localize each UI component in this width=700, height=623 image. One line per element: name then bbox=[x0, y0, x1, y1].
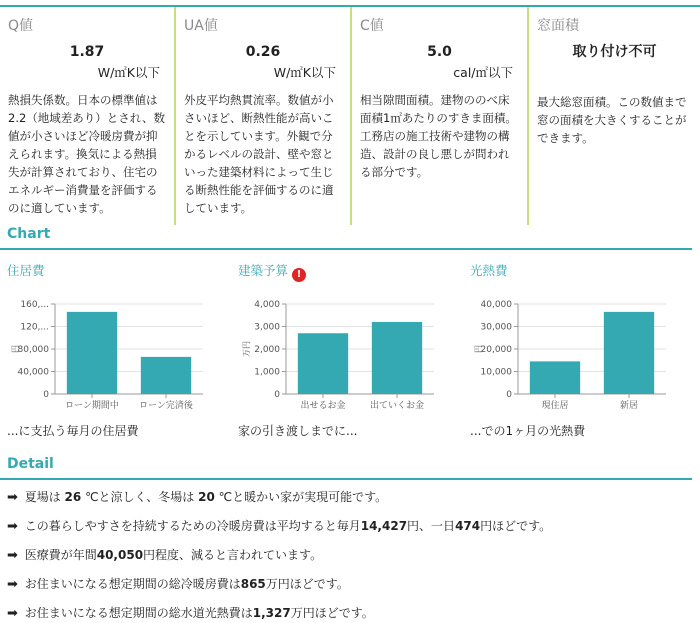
metric-title: UA値 bbox=[184, 18, 218, 34]
chart-panel-housing bbox=[7, 262, 237, 442]
metric-c-value bbox=[350, 7, 527, 225]
arrow-right-icon: ➡ bbox=[7, 606, 18, 621]
bar bbox=[604, 312, 654, 394]
y-tick-label: 30,000 bbox=[480, 322, 512, 333]
chart-panel-budget bbox=[238, 262, 468, 442]
y-tick-label: 2,000 bbox=[254, 345, 280, 355]
detail-item bbox=[7, 575, 697, 604]
metric-description: 外皮平均熱貫流率。数値が小さいほど、断熱性能が高いことを示しています。外観で分かるレベルの設計、壁や窓といった建築材料によって生じる断熱性能を評価するのに適しています。 bbox=[184, 93, 334, 215]
x-tick-label: ローン期間中 bbox=[65, 401, 119, 411]
metric-value: 5.0 bbox=[427, 44, 452, 60]
metric-value: 取り付け不可 bbox=[572, 44, 657, 60]
bar-chart bbox=[238, 298, 438, 418]
metric-title: C値 bbox=[360, 18, 384, 34]
metric-description: 最大総窓面積。この数値まで窓の面積を大きくすることができます。 bbox=[537, 95, 687, 145]
detail-figure: 26 bbox=[64, 490, 82, 504]
detail-figure: 14,427 bbox=[360, 519, 408, 533]
chart-title-text: 建築予算 bbox=[238, 263, 289, 278]
detail-figure: 20 bbox=[198, 490, 215, 504]
bar bbox=[372, 322, 422, 394]
metric-unit: cal/㎡以下 bbox=[453, 65, 513, 80]
arrow-right-icon: ➡ bbox=[7, 490, 18, 505]
detail-figure: 474 bbox=[455, 519, 481, 533]
chart-title: 住居費 bbox=[7, 263, 45, 278]
detail-section-divider bbox=[0, 478, 692, 480]
chart-caption: ...に支払う毎月の住居費 bbox=[7, 424, 139, 438]
metric-description: 熱損失係数。日本の標準値は2.2（地域差あり）とされ、数値が小さいほど冷暖房費が抑えられます。換気による熱損失が計算されており、住宅のエネルギー消費量を評価するのに適しています。 bbox=[8, 93, 165, 215]
y-tick-label: 20,000 bbox=[480, 345, 512, 355]
chart-title: 光熱費 bbox=[470, 263, 508, 278]
metric-q-value bbox=[0, 7, 174, 225]
y-tick-label: 40,000 bbox=[480, 300, 512, 310]
metric-unit: W/㎡K以下 bbox=[97, 65, 160, 80]
metric-ua-value bbox=[174, 7, 350, 225]
arrow-right-icon: ➡ bbox=[7, 577, 18, 592]
y-tick-label: 10,000 bbox=[480, 367, 512, 378]
metrics-row bbox=[0, 7, 700, 225]
detail-section-title: Detail bbox=[7, 456, 54, 472]
detail-item bbox=[7, 488, 697, 517]
chart-caption: 家の引き渡しまでに... bbox=[238, 424, 358, 438]
metric-unit: W/㎡K以下 bbox=[273, 65, 336, 80]
x-tick-label: 出せるお金 bbox=[300, 401, 346, 411]
detail-text: お住まいになる想定期間の総冷暖房費は bbox=[20, 577, 241, 591]
bar bbox=[530, 361, 580, 394]
detail-figure: 1,327 bbox=[252, 606, 291, 620]
detail-text: 円程度、減ると言われています。 bbox=[143, 548, 323, 562]
bar-chart bbox=[7, 298, 207, 418]
chart-section-title: Chart bbox=[7, 226, 51, 242]
detail-item bbox=[7, 546, 697, 575]
y-tick-label: 0 bbox=[43, 390, 49, 400]
bar bbox=[67, 312, 117, 394]
arrow-right-icon: ➡ bbox=[7, 548, 18, 563]
y-tick-label: 0 bbox=[274, 390, 280, 400]
y-tick-label: 40,000 bbox=[17, 367, 49, 378]
detail-item bbox=[7, 604, 697, 623]
metric-title: Q値 bbox=[8, 18, 34, 34]
y-axis-label: 円 bbox=[11, 345, 20, 353]
detail-text: ℃と暖かい家が実現可能です。 bbox=[214, 490, 388, 504]
detail-text: ℃と涼しく、冬場は bbox=[81, 490, 199, 504]
alert-icon[interactable]: ! bbox=[292, 268, 306, 282]
x-tick-label: 現住居 bbox=[541, 401, 569, 411]
y-tick-label: 3,000 bbox=[254, 322, 280, 333]
arrow-right-icon: ➡ bbox=[7, 519, 18, 534]
detail-item bbox=[7, 517, 697, 546]
y-tick-label: 4,000 bbox=[254, 300, 280, 310]
metric-value: 0.26 bbox=[245, 44, 281, 60]
chart-title bbox=[238, 262, 306, 280]
detail-text: 万円ほどです。 bbox=[265, 577, 349, 591]
x-tick-label: 新居 bbox=[619, 401, 639, 411]
metric-unit bbox=[537, 63, 692, 83]
detail-text: お住まいになる想定期間の総水道光熱費は bbox=[20, 606, 253, 620]
y-axis-label: 万円 bbox=[242, 341, 251, 357]
y-tick-label: 1,000 bbox=[254, 367, 280, 378]
bar bbox=[141, 357, 191, 394]
metric-description: 相当隙間面積。建物ののべ床面積1㎡あたりのすきま面積。工務店の施工技術や建物の構造、設計の良し悪しが問われる部分です。 bbox=[360, 93, 517, 179]
detail-figure: 40,050 bbox=[96, 548, 144, 562]
detail-text: 医療費が年間 bbox=[20, 548, 97, 562]
y-tick-label: 80,000 bbox=[17, 345, 49, 355]
detail-figure: 865 bbox=[240, 577, 266, 591]
x-tick-label: 出ていくお金 bbox=[369, 401, 425, 411]
y-tick-label: 160,... bbox=[20, 300, 49, 310]
metric-value: 1.87 bbox=[69, 44, 105, 60]
y-tick-label: 120,... bbox=[20, 322, 49, 333]
metric-window-area bbox=[527, 7, 700, 225]
y-axis-label: 円 bbox=[474, 345, 483, 353]
detail-text: 万円ほどです。 bbox=[290, 606, 374, 620]
x-tick-label: ローン完済後 bbox=[139, 401, 193, 411]
detail-text: 円、一日 bbox=[407, 519, 456, 533]
detail-text: 夏場は bbox=[20, 490, 65, 504]
y-tick-label: 0 bbox=[506, 390, 512, 400]
detail-text: 円ほどです。 bbox=[480, 519, 552, 533]
detail-list bbox=[7, 488, 697, 623]
bar bbox=[298, 333, 348, 394]
chart-section-divider bbox=[0, 248, 692, 250]
detail-text: この暮らしやすさを持続するための冷暖房費は平均すると毎月 bbox=[20, 519, 361, 533]
metric-title: 窓面積 bbox=[537, 18, 579, 34]
bar-chart bbox=[470, 298, 670, 418]
chart-panel-utility bbox=[470, 262, 700, 442]
chart-caption: ...での1ヶ月の光熱費 bbox=[470, 424, 586, 438]
